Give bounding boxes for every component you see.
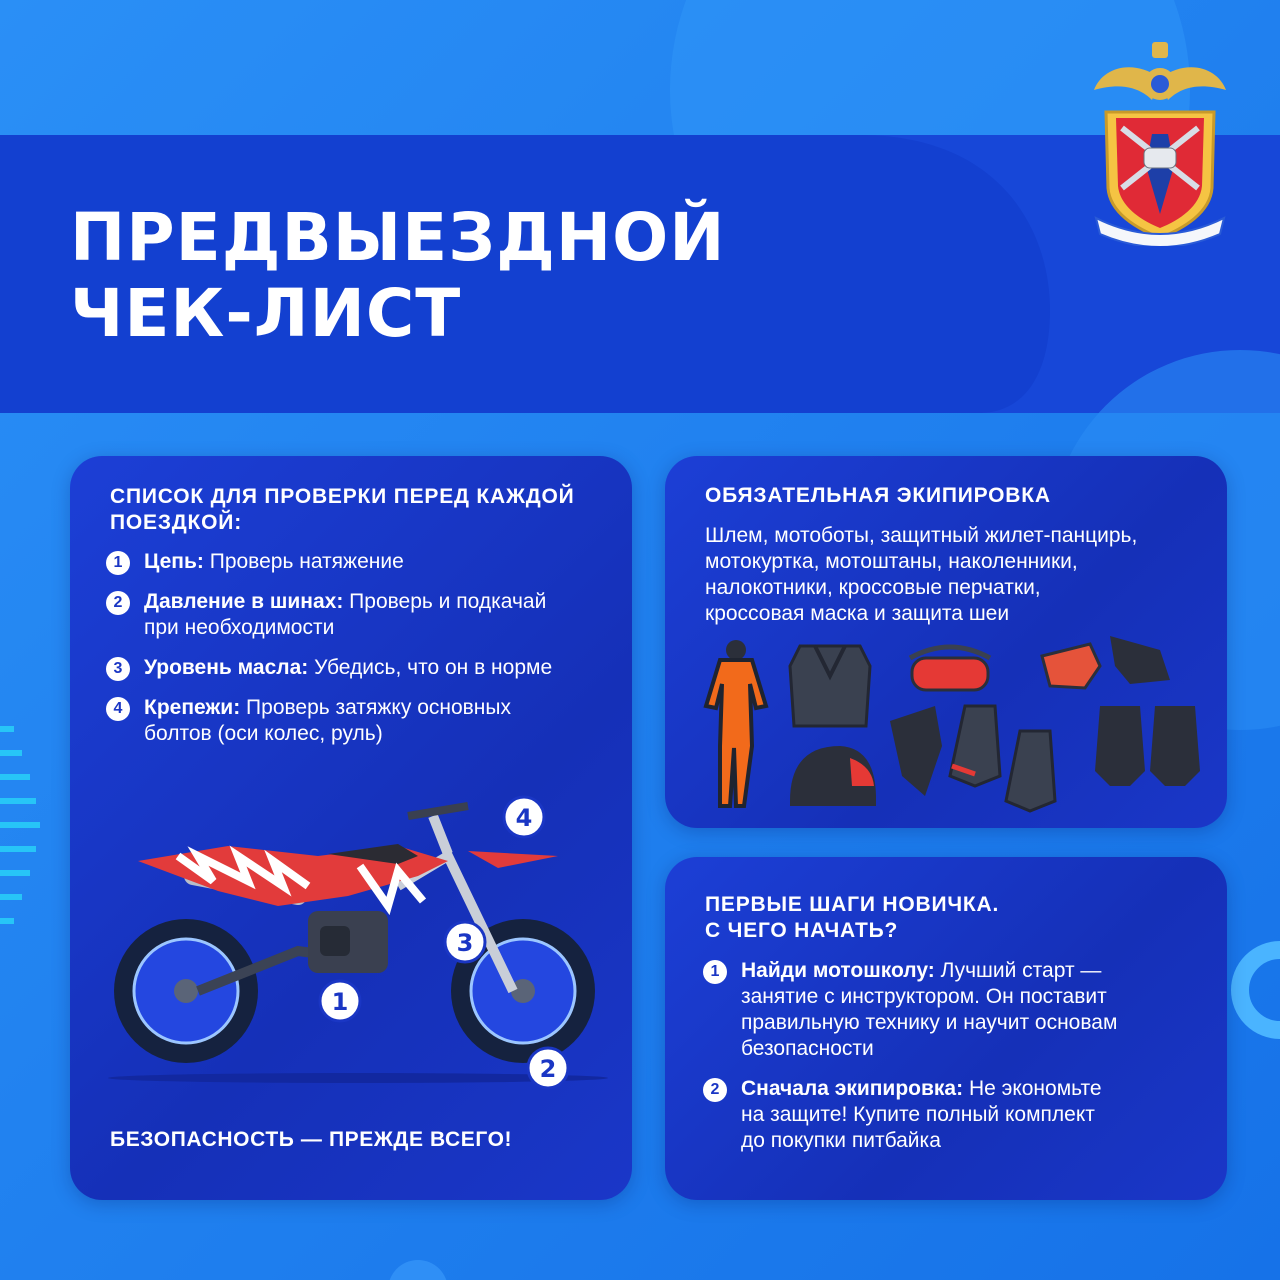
goggles-icon [910, 647, 990, 690]
beginner-heading-line-1: ПЕРВЫЕ ШАГИ НОВИЧКА. [705, 893, 1000, 916]
gear-illustrations [690, 636, 1210, 816]
checklist-item [106, 695, 552, 747]
gloves-icon [1042, 636, 1170, 688]
item-text: Проверь затяжку основных [246, 696, 511, 719]
item-text-continued: безопасности [741, 1037, 874, 1060]
checklist-list [106, 549, 552, 747]
item-text: Не экономьте [968, 1077, 1102, 1100]
armor-vest-icon [790, 646, 870, 726]
item-text-continued: при необходимости [144, 616, 335, 639]
gear-line: налокотники, кроссовые перчатки, [705, 576, 1041, 599]
helmet-icon [790, 746, 876, 806]
checklist-item [106, 549, 552, 575]
item-label: Уровень масла: [144, 656, 309, 679]
boots-icon [950, 706, 1055, 811]
beginner-heading [705, 892, 999, 944]
item-text-continued: на защите! Купите полный комплект [741, 1103, 1095, 1126]
item-label: Сначала экипировка: [741, 1077, 964, 1100]
svg-text:1: 1 [331, 988, 349, 1016]
police-emblem-icon [1092, 38, 1228, 246]
gear-description [705, 523, 1137, 627]
gear-line: кроссовая маска и защита шеи [705, 602, 1010, 625]
item-text-continued: занятие с инструктором. Он поставит [741, 985, 1107, 1008]
page-title [70, 200, 726, 352]
checklist-heading-line-2: ПОЕЗДКОЙ: [110, 511, 242, 534]
motorcycle-illustration [98, 786, 618, 1096]
bike-marker-4 [504, 797, 544, 837]
number-badge: 4 [106, 697, 130, 721]
checklist-heading [110, 484, 575, 536]
item-text: Проверь и подкачай [349, 590, 547, 613]
gear-card [665, 456, 1227, 828]
svg-text:4: 4 [515, 804, 533, 832]
item-text-continued: болтов (оси колес, руль) [144, 722, 383, 745]
neck-guard-icon [890, 706, 942, 796]
number-badge: 2 [703, 1078, 727, 1102]
safety-footer: БЕЗОПАСНОСТЬ — ПРЕЖДЕ ВСЕГО! [110, 1128, 513, 1151]
beginner-list [703, 958, 1117, 1154]
item-text: Проверь натяжение [209, 550, 404, 573]
number-badge: 2 [106, 591, 130, 615]
item-text: Убедись, что он в норме [314, 656, 553, 679]
item-label: Давление в шинах: [144, 590, 344, 613]
checklist-heading-line-1: СПИСОК ДЛЯ ПРОВЕРКИ ПЕРЕД КАЖДОЙ [110, 485, 575, 508]
checklist-card [70, 456, 632, 1200]
svg-text:2: 2 [539, 1055, 557, 1083]
title-line-2: ЧЕК-ЛИСТ [70, 275, 462, 352]
beginner-heading-line-2: С ЧЕГО НАЧАТЬ? [705, 919, 899, 942]
beginner-card [665, 857, 1227, 1200]
svg-text:3: 3 [456, 929, 474, 957]
item-text-continued: до покупки питбайка [741, 1129, 941, 1152]
item-text: Лучший старт — [940, 959, 1102, 982]
riding-suit-icon [706, 640, 766, 806]
gear-line: мотокуртка, мотоштаны, наколенники, [705, 550, 1078, 573]
checklist-item [106, 655, 552, 681]
checklist-item [106, 589, 552, 641]
item-label: Цепь: [144, 550, 204, 573]
gear-heading: ОБЯЗАТЕЛЬНАЯ ЭКИПИРОВКА [705, 484, 1051, 507]
item-label: Крепежи: [144, 696, 241, 719]
title-line-1: ПРЕДВЫЕЗДНОЙ [70, 199, 726, 276]
number-badge: 3 [106, 657, 130, 681]
rear-wheel [114, 919, 258, 1063]
bike-marker-2 [528, 1048, 568, 1088]
number-badge: 1 [106, 551, 130, 575]
item-text-continued: правильную технику и научит основам [741, 1011, 1118, 1034]
bike-marker-3 [445, 922, 485, 962]
beginner-item [703, 958, 1117, 1062]
knee-guards-icon [1095, 706, 1200, 786]
item-label: Найди мотошколу: [741, 959, 935, 982]
beginner-item [703, 1076, 1117, 1154]
gear-line: Шлем, мотоботы, защитный жилет-панцирь, [705, 524, 1138, 547]
bike-marker-1 [320, 981, 360, 1021]
number-badge: 1 [703, 960, 727, 984]
